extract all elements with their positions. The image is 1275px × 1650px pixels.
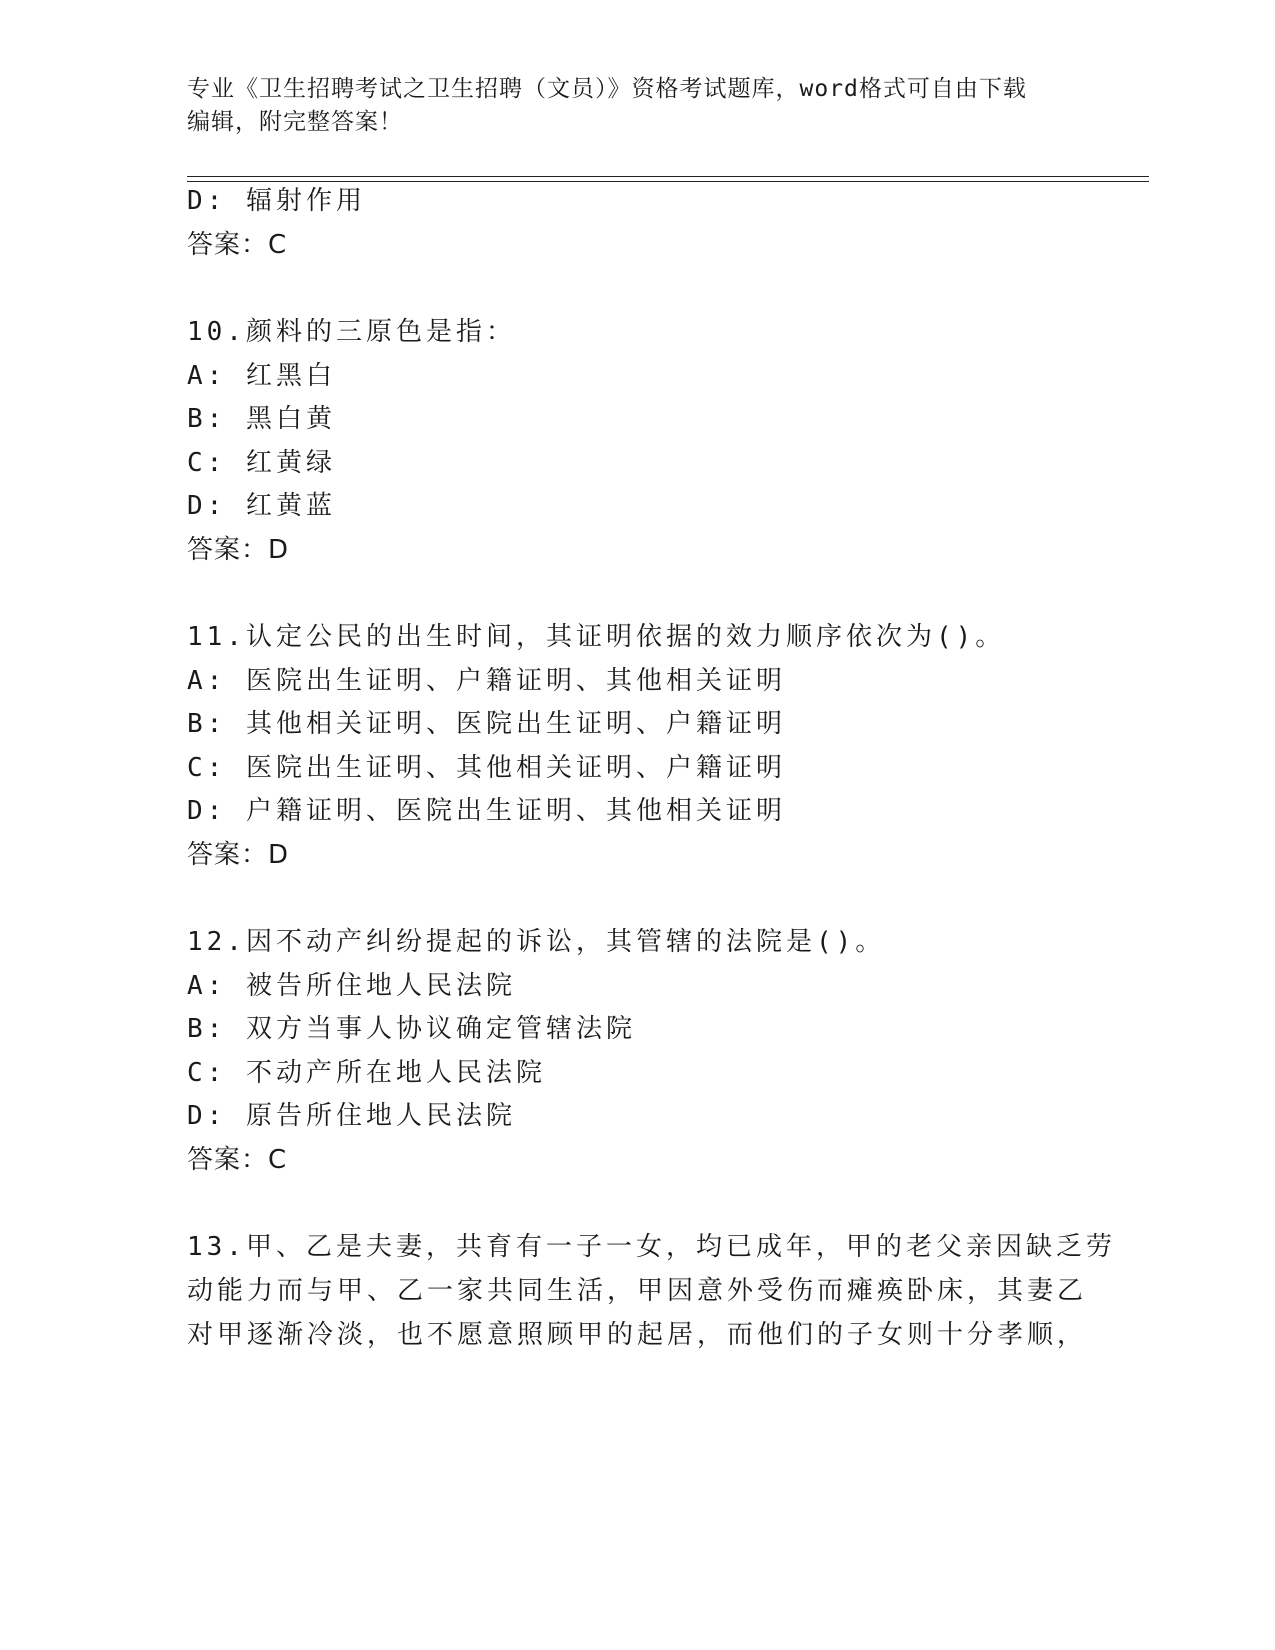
question-12-option-b: B: 双方当事人协议确定管辖法院 xyxy=(187,1014,636,1044)
question-11-option-a: A: 医院出生证明、户籍证明、其他相关证明 xyxy=(187,666,786,696)
question-11-answer: 答案：D xyxy=(187,840,290,870)
question-10-answer: 答案：D xyxy=(187,535,290,565)
question-11-option-d: D: 户籍证明、医院出生证明、其他相关证明 xyxy=(187,796,786,826)
header-divider xyxy=(187,176,1149,182)
question-12-option-a: A: 被告所住地人民法院 xyxy=(187,971,516,1001)
question-11-stem: 11.认定公民的出生时间，其证明依据的效力顺序依次为()。 xyxy=(187,622,1006,652)
question-10-option-c: C: 红黄绿 xyxy=(187,448,336,478)
document-header xyxy=(187,73,1087,139)
question-12-stem: 12.因不动产纠纷提起的诉讼，其管辖的法院是()。 xyxy=(187,927,886,957)
header-line-1: 专业《卫生招聘考试之卫生招聘（文员）》资格考试题库，word格式可自由下载 xyxy=(187,76,1027,102)
question-12-option-c: C: 不动产所在地人民法院 xyxy=(187,1058,546,1088)
prev-option-d: D: 辐射作用 xyxy=(187,186,366,216)
question-11-option-c: C: 医院出生证明、其他相关证明、户籍证明 xyxy=(187,753,786,783)
question-12-option-d: D: 原告所住地人民法院 xyxy=(187,1101,516,1131)
header-line-2: 编辑，附完整答案！ xyxy=(187,109,403,135)
question-10-option-d: D: 红黄蓝 xyxy=(187,491,336,521)
prev-answer: 答案：C xyxy=(187,230,288,260)
question-10-option-a: A: 红黑白 xyxy=(187,361,336,391)
question-10-stem: 10.颜料的三原色是指： xyxy=(187,317,516,347)
question-10-option-b: B: 黑白黄 xyxy=(187,404,336,434)
question-11-option-b: B: 其他相关证明、医院出生证明、户籍证明 xyxy=(187,709,786,739)
question-13-stem-line-3: 对甲逐渐冷淡，也不愿意照顾甲的起居，而他们的子女则十分孝顺， xyxy=(187,1320,1088,1350)
question-13-stem-line-2: 动能力而与甲、乙一家共同生活，甲因意外受伤而瘫痪卧床，其妻乙 xyxy=(187,1276,1088,1306)
question-12-answer: 答案：C xyxy=(187,1145,288,1175)
question-13-stem-line-1: 13.甲、乙是夫妻，共育有一子一女，均已成年，甲的老父亲因缺乏劳 xyxy=(187,1232,1116,1262)
